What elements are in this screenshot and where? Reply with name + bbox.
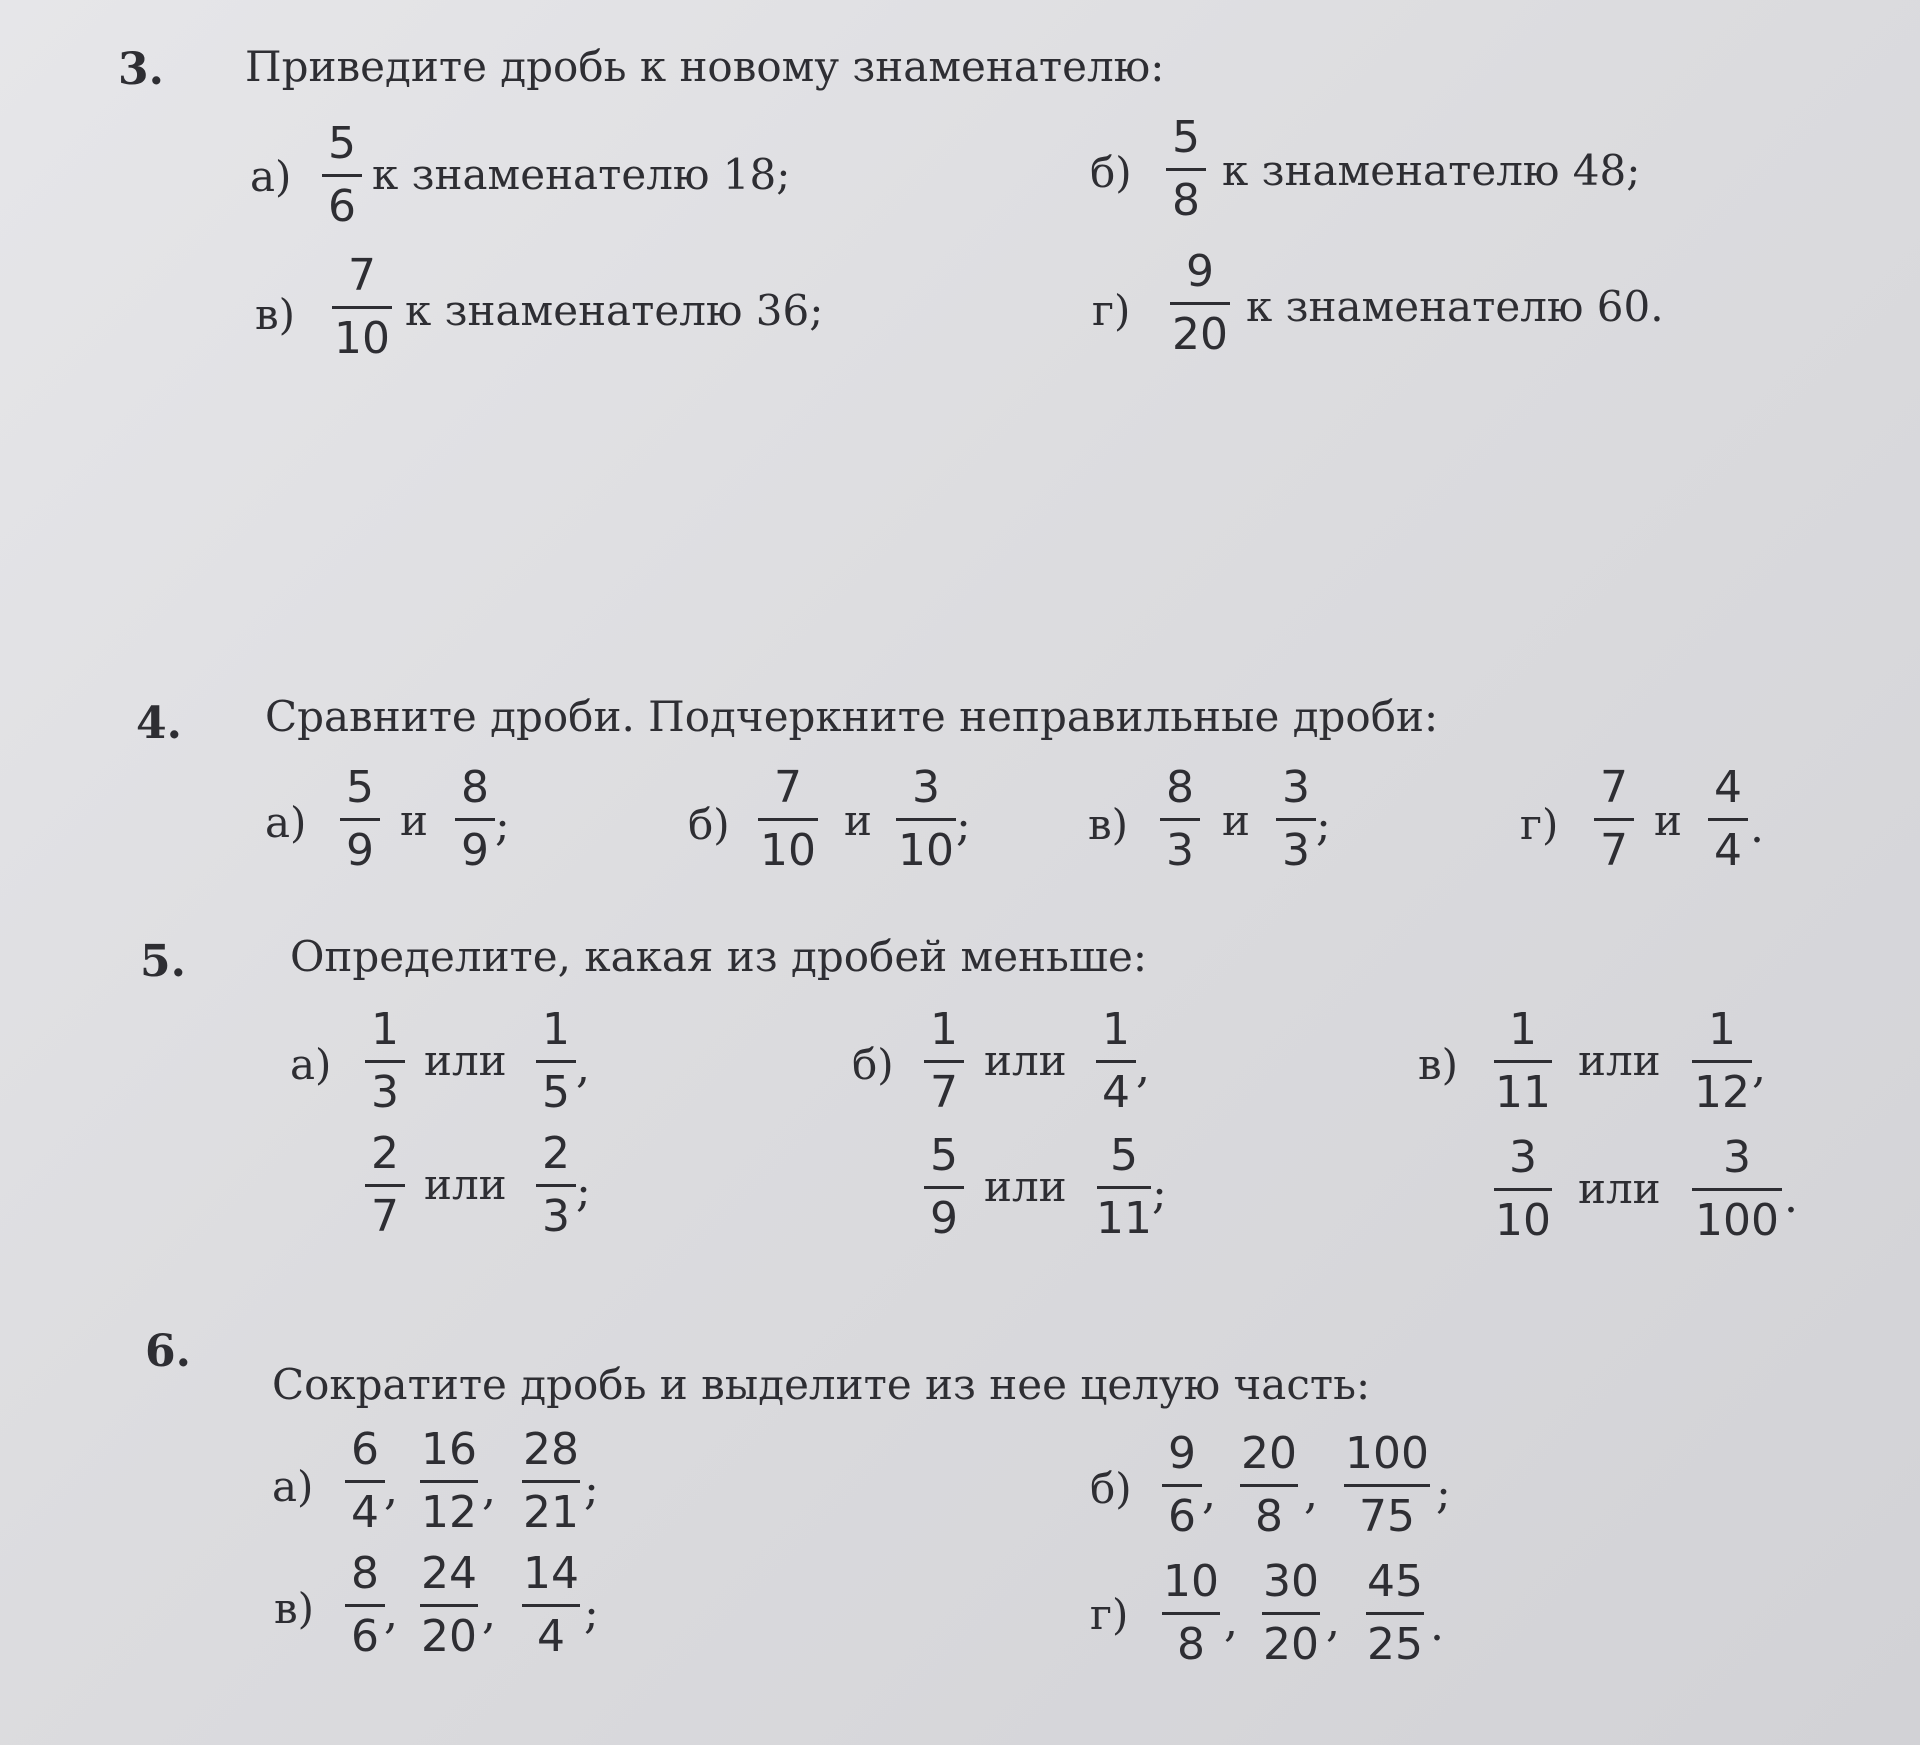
numerator: 16 [421, 1424, 477, 1475]
task-3-number: 3. [118, 44, 164, 95]
task-6v-fraction-2 [420, 1548, 478, 1663]
task-5a-row1-fraction-1 [365, 1004, 405, 1119]
punctuation: . [1784, 1172, 1798, 1223]
numerator: 8 [351, 1548, 379, 1599]
numerator: 1 [1509, 1004, 1537, 1055]
task-3v-fraction [332, 250, 392, 365]
numerator: 5 [1110, 1130, 1138, 1181]
numerator: 20 [1241, 1428, 1297, 1479]
task-4a-fraction-1 [340, 762, 380, 877]
task-6v-label: в) [274, 1584, 315, 1633]
punctuation: ; [576, 1166, 591, 1217]
task-6g-label: г) [1090, 1590, 1129, 1639]
task-6a-fraction-3 [522, 1424, 580, 1539]
task-5a-row1-fraction-2 [536, 1004, 576, 1119]
task-4b-fraction-1 [758, 762, 818, 877]
task-4b-label: б) [688, 800, 730, 849]
numerator: 7 [774, 762, 802, 813]
task-3v-label: в) [255, 290, 296, 339]
denominator: 12 [421, 1487, 477, 1538]
punctuation: . [1430, 1600, 1444, 1651]
task-4g-fraction-2 [1708, 762, 1748, 877]
task-6g-fraction-2 [1262, 1556, 1320, 1671]
numerator: 7 [1600, 762, 1628, 813]
punctuation: , [1202, 1468, 1216, 1519]
numerator: 8 [1166, 762, 1194, 813]
task-5b-row1-fraction-2 [1096, 1004, 1136, 1119]
task-6a-fraction-2 [420, 1424, 478, 1539]
task-4g-fraction-1 [1594, 762, 1634, 877]
denominator: 3 [1282, 825, 1310, 876]
numerator: 3 [912, 762, 940, 813]
denominator: 4 [537, 1611, 565, 1662]
task-3a-label: а) [250, 152, 292, 201]
task-5b-row2-fraction-1 [924, 1130, 964, 1245]
numerator: 1 [542, 1004, 570, 1055]
task-5b-row2-fraction-2 [1096, 1130, 1152, 1245]
task-4v-fraction-2 [1276, 762, 1316, 877]
task-6g-fraction-3 [1366, 1556, 1424, 1671]
conjunction: или [984, 1162, 1067, 1211]
task-4a-fraction-2 [455, 762, 495, 877]
punctuation: ; [584, 1464, 599, 1515]
task-3b-text: к знаменателю 48; [1222, 146, 1641, 195]
numerator: 3 [1723, 1132, 1751, 1183]
punctuation: , [482, 1464, 496, 1515]
conjunction: или [1578, 1164, 1661, 1213]
denominator: 4 [1102, 1067, 1130, 1118]
denominator: 20 [1263, 1619, 1319, 1670]
numerator: 100 [1345, 1428, 1429, 1479]
task-5v-row2-fraction-1 [1494, 1132, 1552, 1247]
denominator: 8 [1172, 175, 1200, 226]
task-5b-row1-fraction-1 [924, 1004, 964, 1119]
punctuation: , [384, 1464, 398, 1515]
denominator: 8 [1255, 1491, 1283, 1542]
denominator: 4 [1714, 825, 1742, 876]
conjunction: и [400, 796, 428, 845]
task-5a-row2-fraction-2 [536, 1128, 576, 1243]
denominator: 9 [930, 1193, 958, 1244]
task-3b-label: б) [1090, 148, 1132, 197]
numerator: 1 [371, 1004, 399, 1055]
numerator: 6 [351, 1424, 379, 1475]
punctuation: ; [1436, 1468, 1451, 1519]
numerator: 3 [1282, 762, 1310, 813]
denominator: 7 [1600, 825, 1628, 876]
denominator: 9 [346, 825, 374, 876]
denominator: 6 [1168, 1491, 1196, 1542]
punctuation: ; [1152, 1168, 1167, 1219]
task-5v-row2-fraction-2 [1692, 1132, 1782, 1247]
denominator: 10 [1495, 1195, 1551, 1246]
punctuation: , [1752, 1042, 1766, 1093]
denominator: 20 [421, 1611, 477, 1662]
numerator: 4 [1714, 762, 1742, 813]
task-4v-fraction-1 [1160, 762, 1200, 877]
numerator: 1 [930, 1004, 958, 1055]
denominator: 7 [371, 1191, 399, 1242]
task-6b-fraction-3 [1344, 1428, 1430, 1543]
task-5v-label: в) [1418, 1040, 1459, 1089]
task-3-title: Приведите дробь к новому знаменателю: [245, 42, 1165, 91]
task-6b-fraction-2 [1240, 1428, 1298, 1543]
task-5a-row2-fraction-1 [365, 1128, 405, 1243]
task-6b-fraction-1 [1162, 1428, 1202, 1543]
denominator: 8 [1177, 1619, 1205, 1670]
denominator: 3 [371, 1067, 399, 1118]
denominator: 12 [1694, 1067, 1750, 1118]
denominator: 5 [542, 1067, 570, 1118]
numerator: 5 [930, 1130, 958, 1181]
task-3b-fraction [1166, 112, 1206, 227]
punctuation: ; [495, 800, 510, 851]
denominator: 3 [542, 1191, 570, 1242]
denominator: 9 [461, 825, 489, 876]
task-3v-text: к знаменателю 36; [405, 286, 824, 335]
task-4-number: 4. [136, 698, 182, 749]
conjunction: или [424, 1160, 507, 1209]
numerator: 30 [1263, 1556, 1319, 1607]
numerator: 2 [542, 1128, 570, 1179]
task-3g-label: г) [1092, 286, 1131, 335]
task-6v-fraction-1 [345, 1548, 385, 1663]
task-3g-fraction [1170, 246, 1230, 361]
task-3a-fraction [322, 118, 362, 233]
conjunction: или [984, 1036, 1067, 1085]
denominator: 75 [1359, 1491, 1415, 1542]
task-6g-fraction-1 [1162, 1556, 1220, 1671]
conjunction: или [1578, 1036, 1661, 1085]
numerator: 8 [461, 762, 489, 813]
denominator: 3 [1166, 825, 1194, 876]
conjunction: и [1222, 796, 1250, 845]
task-6a-fraction-1 [345, 1424, 385, 1539]
numerator: 9 [1168, 1428, 1196, 1479]
numerator: 5 [328, 118, 356, 169]
numerator: 1 [1102, 1004, 1130, 1055]
numerator: 1 [1708, 1004, 1736, 1055]
conjunction: или [424, 1036, 507, 1085]
task-4g-label: г) [1520, 800, 1559, 849]
task-6v-fraction-3 [522, 1548, 580, 1663]
denominator: 20 [1172, 309, 1228, 360]
task-4-title: Сравните дроби. Подчеркните неправильные дроби: [265, 692, 1439, 741]
denominator: 6 [328, 181, 356, 232]
task-5b-label: б) [852, 1040, 894, 1089]
numerator: 10 [1163, 1556, 1219, 1607]
numerator: 14 [523, 1548, 579, 1599]
numerator: 24 [421, 1548, 477, 1599]
task-5v-row1-fraction-1 [1494, 1004, 1552, 1119]
punctuation: , [1136, 1042, 1150, 1093]
task-5-title: Определите, какая из дробей меньше: [290, 932, 1147, 981]
task-3a-text: к знаменателю 18; [372, 150, 791, 199]
punctuation: , [384, 1588, 398, 1639]
task-6-title: Сократите дробь и выделите из нее целую часть: [272, 1360, 1371, 1409]
denominator: 4 [351, 1487, 379, 1538]
task-4v-label: в) [1088, 800, 1129, 849]
punctuation: ; [1316, 800, 1331, 851]
punctuation: ; [584, 1588, 599, 1639]
task-6a-label: а) [272, 1462, 314, 1511]
punctuation: , [1304, 1468, 1318, 1519]
denominator: 100 [1695, 1195, 1779, 1246]
task-3g-text: к знаменателю 60. [1246, 282, 1664, 331]
denominator: 21 [523, 1487, 579, 1538]
conjunction: и [1654, 796, 1682, 845]
denominator: 11 [1096, 1193, 1152, 1244]
task-5-number: 5. [140, 936, 186, 987]
punctuation: , [482, 1588, 496, 1639]
numerator: 9 [1186, 246, 1214, 297]
numerator: 5 [1172, 112, 1200, 163]
conjunction: и [844, 796, 872, 845]
numerator: 7 [348, 250, 376, 301]
punctuation: , [576, 1042, 590, 1093]
task-4a-label: а) [265, 798, 307, 847]
denominator: 10 [760, 825, 816, 876]
numerator: 28 [523, 1424, 579, 1475]
task-4b-fraction-2 [896, 762, 956, 877]
denominator: 25 [1367, 1619, 1423, 1670]
task-5v-row1-fraction-2 [1692, 1004, 1752, 1119]
punctuation: ; [956, 800, 971, 851]
punctuation: , [1326, 1596, 1340, 1647]
punctuation: . [1750, 802, 1764, 853]
denominator: 7 [930, 1067, 958, 1118]
task-6b-label: б) [1090, 1464, 1132, 1513]
task-5a-label: а) [290, 1040, 332, 1089]
punctuation: , [1224, 1596, 1238, 1647]
denominator: 10 [898, 825, 954, 876]
denominator: 6 [351, 1611, 379, 1662]
numerator: 2 [371, 1128, 399, 1179]
denominator: 10 [334, 313, 390, 364]
task-6-number: 6. [145, 1326, 191, 1377]
numerator: 3 [1509, 1132, 1537, 1183]
numerator: 45 [1367, 1556, 1423, 1607]
numerator: 5 [346, 762, 374, 813]
denominator: 11 [1495, 1067, 1551, 1118]
